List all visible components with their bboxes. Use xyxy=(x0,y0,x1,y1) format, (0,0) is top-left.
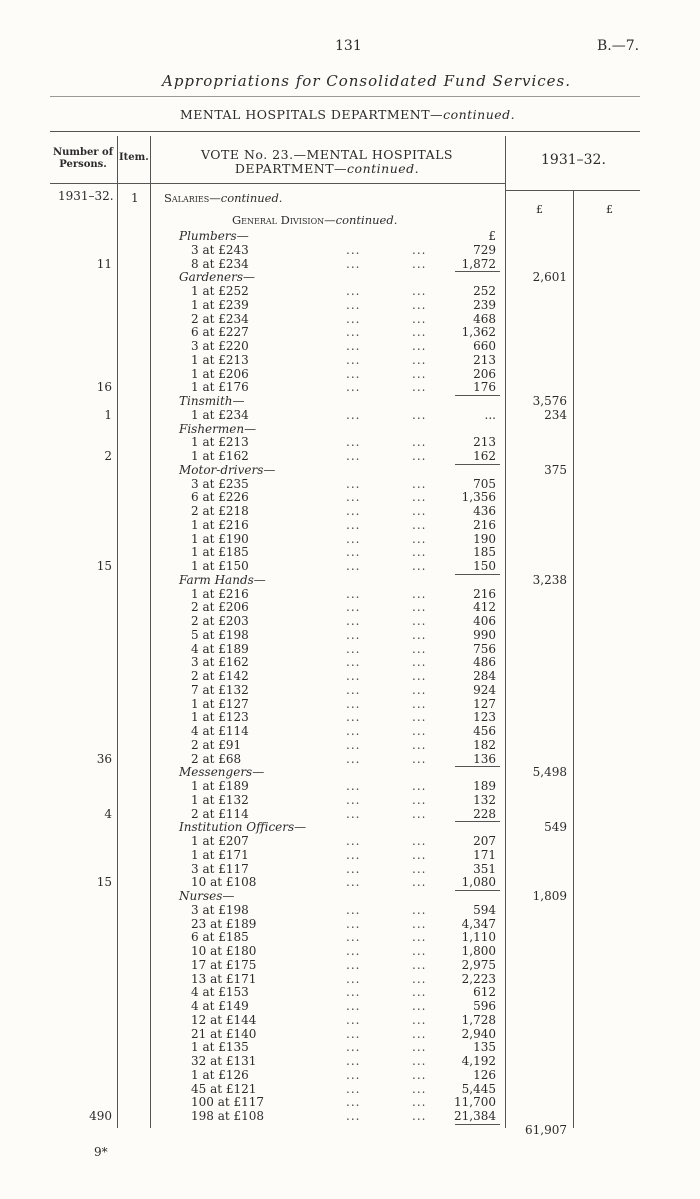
leader-dots-2: ... xyxy=(412,586,427,601)
header-bottom-rule xyxy=(50,183,505,184)
leader-dots-2: ... xyxy=(412,435,427,450)
rate-label: 13 at £171 xyxy=(191,971,257,986)
rate-label: 1 at £135 xyxy=(191,1040,249,1055)
rate-label: 1 at £206 xyxy=(191,366,249,381)
rate-label: 3 at £243 xyxy=(191,242,249,257)
subtotal-amount: 375 xyxy=(544,462,567,477)
leader-dots-2: ... xyxy=(412,696,427,711)
leader-dots-1: ... xyxy=(346,999,361,1013)
leader-dots-2: ... xyxy=(412,751,427,766)
leader-dots-2: ... xyxy=(412,806,427,821)
leader-dots-2: ... xyxy=(412,1026,427,1041)
leader-dots-1: ... xyxy=(346,311,361,326)
line-amount: 216 xyxy=(473,517,496,532)
line-amount: 2,975 xyxy=(461,957,496,972)
line-amount: 594 xyxy=(473,902,496,917)
leader-dots-2: ... xyxy=(412,614,427,628)
subtotal-rule xyxy=(455,395,500,396)
leader-dots-2: ... xyxy=(412,641,427,656)
leader-dots-2: ... xyxy=(412,861,427,876)
general-division-label: General Division— xyxy=(232,213,336,227)
line-amount: 132 xyxy=(473,792,496,807)
leader-dots-1: ... xyxy=(346,751,361,766)
leader-dots-2: ... xyxy=(412,944,427,958)
leader-dots-1: ... xyxy=(346,861,361,876)
leader-dots-2: ... xyxy=(412,339,427,353)
leader-dots-2: ... xyxy=(412,476,427,491)
category-label: Farm Hands— xyxy=(179,572,266,587)
line-amount: 1,110 xyxy=(461,930,496,945)
leader-dots-1: ... xyxy=(346,957,361,972)
leader-dots-1: ... xyxy=(346,669,361,683)
category-label: Plumbers— xyxy=(179,229,249,243)
leader-dots-2: ... xyxy=(412,242,427,257)
line-amount: 239 xyxy=(473,297,496,312)
leader-dots-1: ... xyxy=(346,586,361,601)
rate-label: 4 at £153 xyxy=(191,985,249,1000)
line-amount: 185 xyxy=(473,545,496,560)
leader-dots-1: ... xyxy=(346,655,361,670)
pounds-column-divider xyxy=(573,190,574,1128)
rate-label: 10 at £108 xyxy=(191,875,257,890)
line-amount: 11,700 xyxy=(454,1095,496,1110)
leader-dots-2: ... xyxy=(412,325,427,340)
rate-label: 2 at £234 xyxy=(191,311,249,326)
rate-label: 1 at £126 xyxy=(191,1067,249,1082)
line-amount: 127 xyxy=(473,696,496,711)
line-amount: 176 xyxy=(473,380,496,395)
leader-dots-1: ... xyxy=(346,779,361,793)
rate-label: 1 at £176 xyxy=(191,380,249,395)
line-amount: 150 xyxy=(473,559,496,573)
leader-dots-1: ... xyxy=(346,792,361,807)
leader-dots-1: ... xyxy=(346,1109,361,1123)
rate-label: 2 at £91 xyxy=(191,737,242,752)
line-amount: 190 xyxy=(473,531,496,546)
rate-label: 3 at £162 xyxy=(191,655,249,670)
leader-dots-2: ... xyxy=(412,985,427,1000)
line-amount: 924 xyxy=(473,682,496,697)
category-label: Messengers— xyxy=(179,765,265,780)
leader-dots-1: ... xyxy=(346,737,361,752)
leader-dots-1: ... xyxy=(346,627,361,642)
title-rule xyxy=(50,96,640,97)
line-amount: 126 xyxy=(473,1067,496,1082)
general-division-continued: continued. xyxy=(335,213,398,227)
leader-dots-1: ... xyxy=(346,682,361,697)
leader-dots-1: ... xyxy=(346,380,361,395)
vote-heading-line1: VOTE No. 23.—MENTAL HOSPITALS xyxy=(201,147,453,162)
persons-count: 16 xyxy=(96,380,112,395)
rate-label: 2 at £203 xyxy=(191,614,249,628)
line-amount: 596 xyxy=(473,999,496,1013)
line-amount: 406 xyxy=(473,614,496,628)
leader-dots-1: ... xyxy=(346,1081,361,1096)
vote-heading xyxy=(152,148,502,176)
subtotal-amount: 5,498 xyxy=(532,765,567,780)
rate-label: 1 at £239 xyxy=(191,297,249,312)
subtotal-rule xyxy=(455,821,500,822)
subtotal-rule xyxy=(455,890,500,891)
footer-mark: 9* xyxy=(94,1145,108,1159)
leader-dots-2: ... xyxy=(412,449,427,463)
leader-dots-1: ... xyxy=(346,1067,361,1082)
leader-dots-1: ... xyxy=(346,242,361,257)
leader-dots-2: ... xyxy=(412,957,427,972)
leader-dots-2: ... xyxy=(412,1109,427,1123)
leader-dots-1: ... xyxy=(346,297,361,312)
leader-dots-2: ... xyxy=(412,930,427,945)
leader-dots-2: ... xyxy=(412,710,427,725)
leader-dots-1: ... xyxy=(346,985,361,1000)
line-amount: 990 xyxy=(473,627,496,642)
leader-dots-1: ... xyxy=(346,256,361,271)
document-reference: B.—7. xyxy=(597,38,640,54)
leader-dots-1: ... xyxy=(346,325,361,340)
line-amount: 2,940 xyxy=(461,1026,496,1041)
line-amount: 456 xyxy=(473,724,496,738)
rate-label: 17 at £175 xyxy=(191,957,257,972)
rate-label: 4 at £114 xyxy=(191,724,249,738)
subtotal-amount: 1,809 xyxy=(532,889,567,903)
item-column-header: Item. xyxy=(119,152,149,163)
leader-dots-2: ... xyxy=(412,999,427,1013)
salaries-heading xyxy=(164,191,282,205)
line-amount: 284 xyxy=(473,669,496,683)
line-amount: 1,362 xyxy=(461,325,496,340)
subtotal-rule xyxy=(455,464,500,465)
leader-dots-2: ... xyxy=(412,627,427,642)
rate-label: 10 at £180 xyxy=(191,944,257,958)
line-amount: 189 xyxy=(473,779,496,793)
leader-dots-1: ... xyxy=(346,1012,361,1027)
leader-dots-1: ... xyxy=(346,847,361,862)
line-amount: 729 xyxy=(473,242,496,257)
rate-label: 3 at £198 xyxy=(191,902,249,917)
persons-column-divider xyxy=(117,136,118,1128)
line-amount: ... xyxy=(484,407,496,422)
leader-dots-2: ... xyxy=(412,737,427,752)
leader-dots-2: ... xyxy=(412,366,427,381)
rate-label: 45 at £121 xyxy=(191,1081,257,1096)
leader-dots-2: ... xyxy=(412,311,427,326)
leader-dots-1: ... xyxy=(346,724,361,738)
line-amount: 2,223 xyxy=(461,971,496,986)
rate-label: 32 at £131 xyxy=(191,1054,257,1068)
line-amount: 486 xyxy=(473,655,496,670)
leader-dots-2: ... xyxy=(412,297,427,312)
leader-dots-1: ... xyxy=(346,696,361,711)
line-amount: 123 xyxy=(473,710,496,725)
leader-dots-2: ... xyxy=(412,1095,427,1110)
line-amount: 5,445 xyxy=(461,1081,496,1096)
subtotal-amount: 234 xyxy=(544,407,567,422)
vote-heading-line2 xyxy=(152,162,502,176)
leader-dots-2: ... xyxy=(412,600,427,615)
line-amount: 228 xyxy=(473,806,496,821)
persons-count: 490 xyxy=(89,1109,112,1123)
rate-label: 23 at £189 xyxy=(191,916,257,931)
category-label: Gardeners— xyxy=(179,270,255,285)
leader-dots-2: ... xyxy=(412,256,427,271)
line-amount: 436 xyxy=(473,504,496,518)
category-label: Fishermen— xyxy=(179,421,257,436)
leader-dots-2: ... xyxy=(412,407,427,422)
subtotal-amount: 3,238 xyxy=(532,572,567,587)
rate-label: 1 at £127 xyxy=(191,696,249,711)
leader-dots-2: ... xyxy=(412,559,427,573)
rate-label: 1 at £234 xyxy=(191,407,249,422)
rate-label: 2 at £206 xyxy=(191,600,249,615)
persons-count: 2 xyxy=(104,449,112,463)
year-column-divider xyxy=(505,136,506,1128)
rate-label: 1 at £190 xyxy=(191,531,249,546)
persons-count: 15 xyxy=(96,875,112,890)
leader-dots-1: ... xyxy=(346,600,361,615)
leader-dots-1: ... xyxy=(346,1026,361,1041)
persons-column-header xyxy=(52,147,114,171)
line-amount: 171 xyxy=(473,847,496,862)
page-title: Appropriations for Consolidated Fund Services. xyxy=(162,72,572,90)
rate-label: 1 at £150 xyxy=(191,559,249,573)
subtotal-rule xyxy=(455,574,500,575)
leader-dots-2: ... xyxy=(412,779,427,793)
rate-label: 4 at £149 xyxy=(191,999,249,1013)
leader-dots-1: ... xyxy=(346,902,361,917)
leader-dots-1: ... xyxy=(346,490,361,505)
rate-label: 1 at £213 xyxy=(191,352,249,367)
leader-dots-1: ... xyxy=(346,641,361,656)
leader-dots-1: ... xyxy=(346,1040,361,1055)
category-label: Motor-drivers— xyxy=(179,462,276,477)
rate-label: 1 at £171 xyxy=(191,847,249,862)
rate-label: 6 at £227 xyxy=(191,325,249,340)
line-amount: 705 xyxy=(473,476,496,491)
leader-dots-1: ... xyxy=(346,916,361,931)
rate-label: 1 at £123 xyxy=(191,710,249,725)
leader-dots-1: ... xyxy=(346,930,361,945)
leader-dots-2: ... xyxy=(412,682,427,697)
salaries-label: Salaries— xyxy=(164,191,221,205)
line-amount: 216 xyxy=(473,586,496,601)
leader-dots-1: ... xyxy=(346,1054,361,1068)
rate-label: 6 at £226 xyxy=(191,490,249,505)
leader-dots-2: ... xyxy=(412,655,427,670)
leader-dots-1: ... xyxy=(346,531,361,546)
leader-dots-2: ... xyxy=(412,284,427,298)
rate-label: 5 at £198 xyxy=(191,627,249,642)
leader-dots-1: ... xyxy=(346,476,361,491)
rate-label: 21 at £140 xyxy=(191,1026,257,1041)
leader-dots-1: ... xyxy=(346,834,361,848)
line-amount: 207 xyxy=(473,834,496,848)
leader-dots-2: ... xyxy=(412,531,427,546)
leader-dots-2: ... xyxy=(412,504,427,518)
leader-dots-1: ... xyxy=(346,875,361,890)
leader-dots-1: ... xyxy=(346,806,361,821)
leader-dots-2: ... xyxy=(412,1081,427,1096)
leader-dots-1: ... xyxy=(346,517,361,532)
leader-dots-1: ... xyxy=(346,545,361,560)
line-amount: 412 xyxy=(473,600,496,615)
year-column-header: 1931–32. xyxy=(541,152,606,168)
line-amount: 4,192 xyxy=(461,1054,496,1068)
persons-count: 15 xyxy=(96,559,112,573)
line-amount: 162 xyxy=(473,449,496,463)
rate-label: 3 at £117 xyxy=(191,861,249,876)
persons-count: 1 xyxy=(104,407,112,422)
rate-label: 1 at £216 xyxy=(191,586,249,601)
leader-dots-2: ... xyxy=(412,545,427,560)
leader-dots-2: ... xyxy=(412,1054,427,1068)
leader-dots-2: ... xyxy=(412,792,427,807)
persons-count: 11 xyxy=(96,256,112,271)
salaries-continued: continued. xyxy=(220,191,283,205)
line-amount: 4,347 xyxy=(461,916,496,931)
leader-dots-1: ... xyxy=(346,710,361,725)
line-amount: 612 xyxy=(473,985,496,1000)
rate-label: 1 at £252 xyxy=(191,284,249,298)
subtotal-amount: 61,907 xyxy=(525,1122,567,1137)
leader-dots-1: ... xyxy=(346,614,361,628)
leader-dots-2: ... xyxy=(412,380,427,395)
rate-label: 1 at £132 xyxy=(191,792,249,807)
line-amount: 1,872 xyxy=(461,256,496,271)
leader-dots-1: ... xyxy=(346,284,361,298)
subtotal-rule xyxy=(455,1124,500,1125)
leader-dots-2: ... xyxy=(412,1040,427,1055)
leader-dots-2: ... xyxy=(412,916,427,931)
leader-dots-2: ... xyxy=(412,847,427,862)
leader-dots-2: ... xyxy=(412,490,427,505)
line-amount: 135 xyxy=(473,1040,496,1055)
leader-dots-2: ... xyxy=(412,1012,427,1027)
persons-header-label: Number of Persons. xyxy=(52,147,114,170)
rate-label: 2 at £142 xyxy=(191,669,249,683)
category-label: Institution Officers— xyxy=(179,820,307,835)
vote-department: DEPARTMENT— xyxy=(234,161,348,176)
leader-dots-2: ... xyxy=(412,902,427,917)
rate-label: 1 at £162 xyxy=(191,449,249,463)
table-top-rule xyxy=(50,131,640,132)
rate-label: 12 at £144 xyxy=(191,1012,257,1027)
rate-label: 198 at £108 xyxy=(191,1109,265,1123)
persons-count: 36 xyxy=(96,751,112,766)
line-amount: 1,728 xyxy=(461,1012,496,1027)
line-amount: 468 xyxy=(473,311,496,326)
line-amount: 136 xyxy=(473,751,496,766)
leader-dots-2: ... xyxy=(412,875,427,890)
persons-count: 4 xyxy=(104,806,112,821)
rate-label: 2 at £218 xyxy=(191,504,249,518)
rate-label: 1 at £216 xyxy=(191,517,249,532)
leader-dots-2: ... xyxy=(412,724,427,738)
leader-dots-2: ... xyxy=(412,669,427,683)
leader-dots-1: ... xyxy=(346,971,361,986)
leader-dots-2: ... xyxy=(412,352,427,367)
line-amount: 21,384 xyxy=(454,1109,496,1123)
leader-dots-1: ... xyxy=(346,366,361,381)
line-amount: 1,080 xyxy=(461,875,496,890)
line-amount: 1,356 xyxy=(461,490,496,505)
leader-dots-1: ... xyxy=(346,339,361,353)
leader-dots-1: ... xyxy=(346,352,361,367)
subtotal-rule xyxy=(455,766,500,767)
department-name: MENTAL HOSPITALS DEPARTMENT— xyxy=(180,107,444,122)
line-amount: 660 xyxy=(473,339,496,353)
leader-dots-1: ... xyxy=(346,407,361,422)
currency-pound-col1: £ xyxy=(536,203,543,216)
department-continued: continued. xyxy=(443,107,516,122)
rate-label: 3 at £220 xyxy=(191,339,249,353)
subtotal-amount: 2,601 xyxy=(532,270,567,285)
leader-dots-1: ... xyxy=(346,944,361,958)
line-amount: 252 xyxy=(473,284,496,298)
subtotal-amount: 3,576 xyxy=(532,394,567,408)
rate-label: 1 at £185 xyxy=(191,545,249,560)
general-division-heading xyxy=(232,213,397,227)
subtotal-rule xyxy=(455,271,500,272)
category-label: Tinsmith— xyxy=(179,394,245,408)
currency-pound-col2: £ xyxy=(606,203,613,216)
item-column-divider xyxy=(150,136,151,1128)
line-amount: 213 xyxy=(473,352,496,367)
leader-dots-2: ... xyxy=(412,834,427,848)
rate-label: 3 at £235 xyxy=(191,476,249,491)
leader-dots-1: ... xyxy=(346,1095,361,1110)
line-amount: 213 xyxy=(473,435,496,450)
leader-dots-1: ... xyxy=(346,504,361,518)
subtotal-amount: 549 xyxy=(544,820,567,835)
year-label: 1931–32. xyxy=(58,189,114,203)
leader-dots-2: ... xyxy=(412,1067,427,1082)
leader-dots-1: ... xyxy=(346,559,361,573)
vote-continued: continued. xyxy=(347,161,420,176)
rate-label: 1 at £189 xyxy=(191,779,249,793)
category-label: Nurses— xyxy=(179,889,235,903)
line-amount: £ xyxy=(488,229,496,243)
line-amount: 756 xyxy=(473,641,496,656)
item-number: 1 xyxy=(131,191,139,205)
line-amount: 182 xyxy=(473,737,496,752)
page-number: 131 xyxy=(335,38,362,54)
leader-dots-2: ... xyxy=(412,517,427,532)
line-amount: 351 xyxy=(473,861,496,876)
rate-label: 8 at £234 xyxy=(191,256,249,271)
rate-label: 100 at £117 xyxy=(191,1095,265,1110)
rate-label: 2 at £68 xyxy=(191,751,242,766)
rate-label: 2 at £114 xyxy=(191,806,249,821)
rate-label: 7 at £132 xyxy=(191,682,249,697)
line-amount: 1,800 xyxy=(461,944,496,958)
leader-dots-1: ... xyxy=(346,449,361,463)
department-heading xyxy=(180,107,515,122)
rate-label: 4 at £189 xyxy=(191,641,249,656)
leader-dots-2: ... xyxy=(412,971,427,986)
rate-label: 1 at £207 xyxy=(191,834,249,848)
rate-label: 6 at £185 xyxy=(191,930,249,945)
rate-label: 1 at £213 xyxy=(191,435,249,450)
line-amount: 206 xyxy=(473,366,496,381)
leader-dots-1: ... xyxy=(346,435,361,450)
